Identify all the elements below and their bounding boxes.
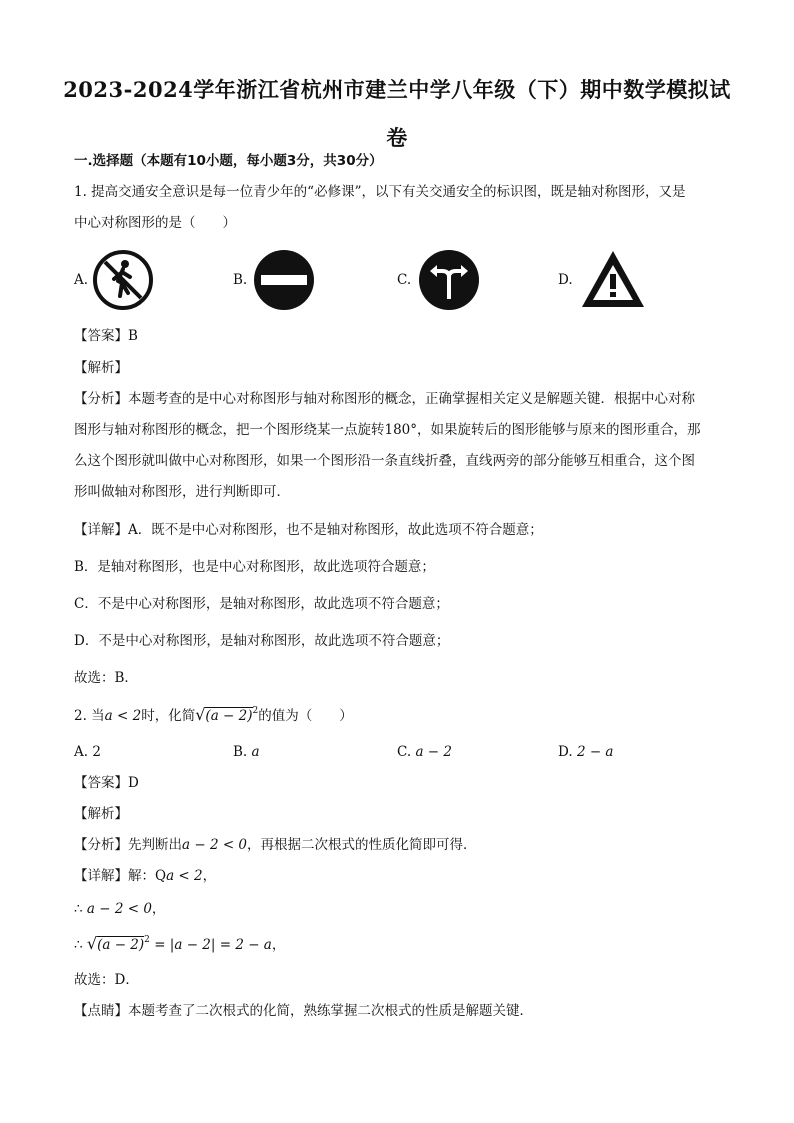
q2-option-d-label: D.	[558, 744, 573, 760]
q1-detail-line-2: B．是轴对称图形，也是中心对称图形，故此选项符合题意；	[74, 559, 435, 575]
q2-stem-prefix: 2. 当	[74, 708, 105, 724]
q2-step-2	[74, 933, 285, 958]
q2-option-c-label: C.	[397, 744, 412, 760]
q2-detail-expr: a < 2	[166, 868, 203, 884]
q2-stem-suffix: 的值为（ ）	[258, 708, 353, 724]
no-pedestrian-sign-icon	[92, 249, 154, 311]
q2-step-1-expr: a − 2 < 0	[86, 901, 152, 917]
q2-comment: 【点睛】本题考查了二次根式的化简，熟练掌握二次根式的性质是解题关键．	[74, 1003, 533, 1019]
no-entry-sign-icon	[253, 249, 315, 311]
q2-step-2-radicand: (a − 2)	[97, 937, 145, 953]
q1-analysis-label: 【解析】	[74, 360, 128, 376]
q2-stem-condition: a < 2	[104, 708, 142, 724]
q2-step-2-rest: = |a − 2| = 2 − a	[149, 937, 272, 953]
q1-answer: 【答案】B	[74, 328, 138, 344]
q2-step-1-end: ，	[151, 901, 166, 917]
q2-step-2-exponent: 2	[144, 935, 150, 945]
q2-option-b-value: a	[251, 744, 260, 760]
q1-analysis-line-1: 【分析】本题考查的是中心对称图形与轴对称图形的概念，正确掌握相关定义是解题关键．根据中心对称	[74, 391, 695, 407]
q2-analysis-prefix: 【分析】先判断出	[74, 837, 182, 853]
q2-step-2-prefix: ∴	[74, 937, 87, 953]
q1-detail-line-4: D．不是中心对称图形，是轴对称图形，故此选项不符合题意；	[74, 633, 450, 649]
q2-step-1-prefix: ∴	[74, 901, 87, 917]
warning-triangle-sign-icon	[580, 249, 646, 311]
q2-option-c-value: a − 2	[415, 744, 452, 760]
section-heading: 一.选择题（本题有10小题，每小题3分，共30分）	[74, 153, 383, 169]
q2-detail-end: ，	[202, 868, 217, 884]
q2-option-c	[397, 741, 452, 763]
q1-detail-line-1: 【详解】A．既不是中心对称图形，也不是轴对称图形，故此选项不符合题意；	[74, 522, 543, 538]
q1-option-b-label: B.	[233, 272, 248, 288]
q1-analysis-line-2: 图形与轴对称图形的概念，把一个图形绕某一点旋转180°，如果旋转后的图形能够与原来的图形重合，那	[74, 422, 701, 438]
q2-analysis-label: 【解析】	[74, 806, 128, 822]
q1-stem-line-2: 中心对称图形的是（ ）	[74, 215, 236, 231]
q2-step-1	[74, 898, 165, 920]
q1-stem-line-1: 1. 提高交通安全意识是每一位青少年的“必修课”，以下有关交通安全的标识图，既是轴对称图形，又是	[74, 184, 686, 200]
q2-option-b-label: B.	[233, 744, 248, 760]
q2-stem-mid: 时，化简	[141, 708, 196, 724]
page-title	[0, 66, 794, 162]
title-line-1: 2023-2024学年浙江省杭州市建兰中学八年级（下）期中数学模拟试	[63, 77, 731, 102]
q2-analysis-suffix: ，再根据二次根式的性质化简即可得．	[247, 837, 477, 853]
q2-stem	[74, 704, 353, 729]
turn-left-right-sign-icon	[418, 249, 480, 311]
q1-detail-line-3: C．不是中心对称图形，是轴对称图形，故此选项不符合题意；	[74, 596, 449, 612]
q1-analysis-line-3: 么这个图形就叫做中心对称图形，如果一个图形沿一条直线折叠，直线两旁的部分能够互相重合，这个图	[74, 453, 695, 469]
q2-option-d-value: 2 − a	[576, 744, 614, 760]
q2-option-d	[558, 741, 613, 763]
q2-analysis	[74, 834, 477, 856]
q2-analysis-expr: a − 2 < 0	[182, 837, 248, 853]
q2-answer: 【答案】D	[74, 775, 139, 791]
q2-step-2-sqrt-icon: √	[86, 934, 98, 953]
q2-stem-sqrt-icon: √	[195, 705, 206, 724]
title-line-2: 卷	[386, 125, 408, 150]
q2-choose: 故选：D．	[74, 972, 139, 988]
q2-detail-prefix: 【详解】解：Q	[74, 868, 167, 884]
q2-step-2-end: ，	[271, 937, 286, 953]
q2-option-b	[233, 741, 260, 763]
q1-option-d-label: D.	[558, 272, 573, 288]
q1-option-a-label: A.	[74, 272, 89, 288]
q2-stem-exponent: 2	[252, 706, 259, 716]
q2-stem-radicand: (a − 2)	[205, 708, 253, 724]
q1-detail-line-5: 故选：B．	[74, 670, 138, 686]
q2-detail	[74, 865, 216, 887]
q1-analysis-line-4: 形叫做轴对称图形，进行判断即可．	[74, 484, 290, 500]
q1-option-c-label: C.	[397, 272, 412, 288]
q2-option-a: A. 2	[74, 744, 101, 760]
